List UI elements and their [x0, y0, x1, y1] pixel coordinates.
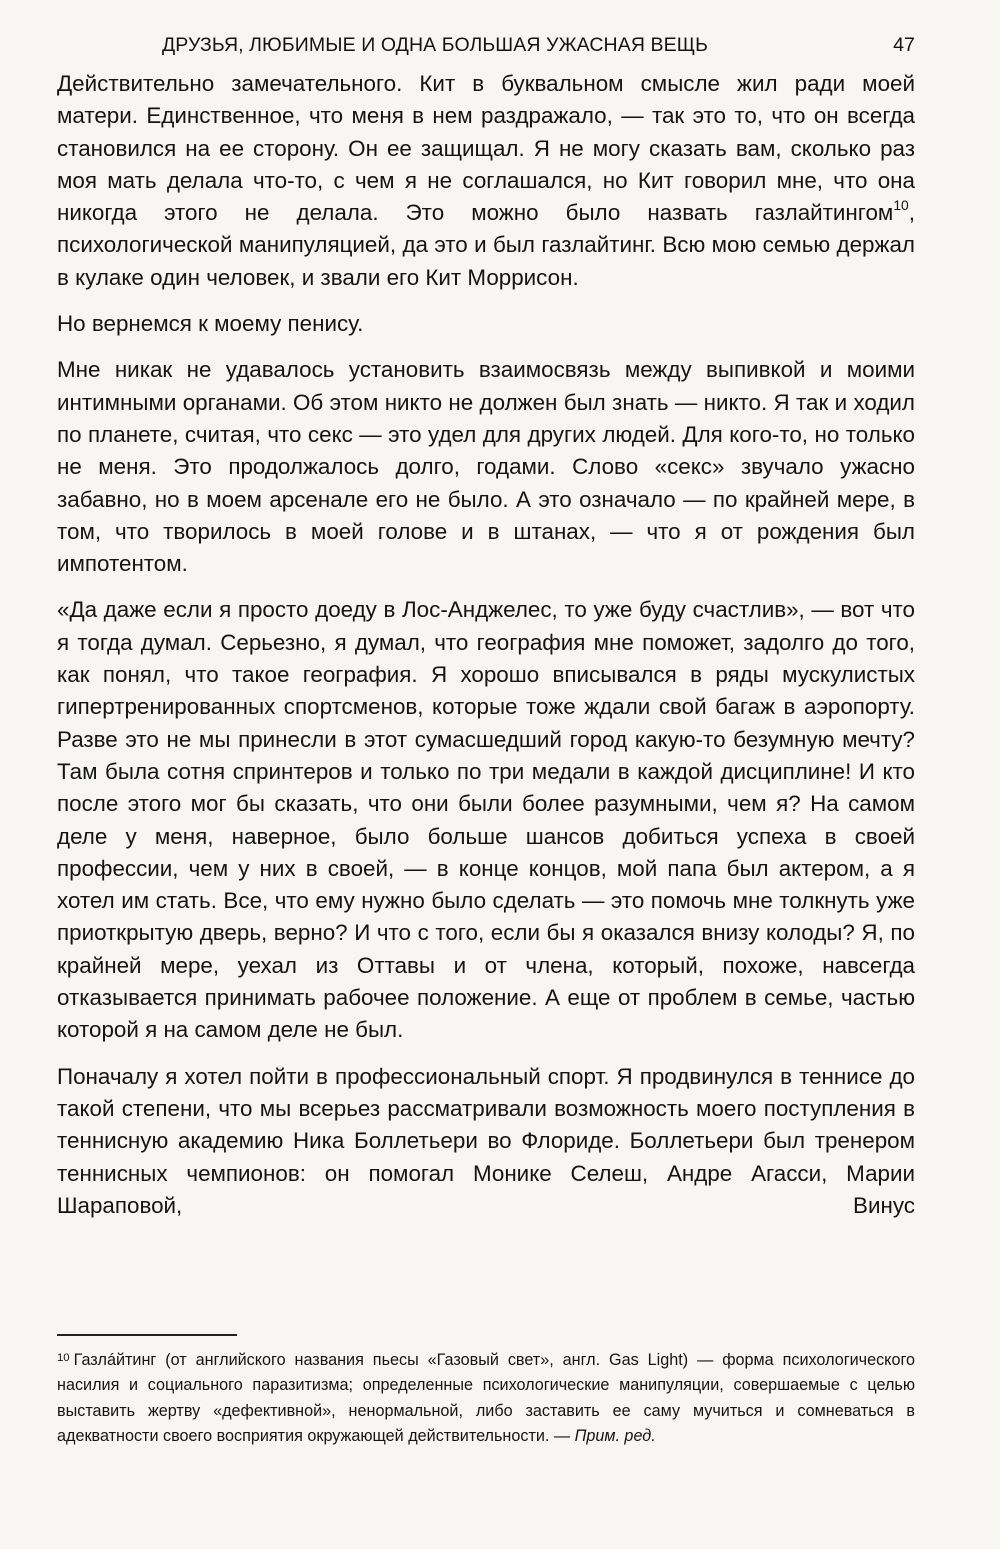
footnote-reference: 10 [893, 197, 909, 214]
page-number: 47 [893, 34, 915, 56]
footnote-text: Газлáйтинг (от английского названия пьесы «Газовый свет», англ. Gas Light) — форма психологического насилия и социального паразитизма; определенные психологические манипуляции, совершаемые с целью выставить жертву «дефективной», ненормальной, либо заставить ее саму мучиться и сомневаться в адекватности своего восприятия окружающей действительности. — [57, 1350, 915, 1446]
running-title: ДРУЗЬЯ, ЛЮБИМЫЕ И ОДНА БОЛЬШАЯ УЖАСНАЯ ВЕЩЬ [162, 34, 709, 56]
footnote-editor-note: Прим. ред. [574, 1427, 656, 1446]
paragraph-1-part-a: Действительно замечательного. Кит в буквальном смысле жил ради моей матери. Единственное, что меня в нем раздражало, — так это то, что он всегда становился на ее сторону. Он ее защищал. Я не могу сказать вам, сколько раз моя мать делала что-то, с чем я не соглашался, но Кит говорил мне, что она никогда этого не делала. Это можно было назвать газлайтингом [57, 71, 915, 226]
running-header [57, 28, 915, 68]
footnote-marker: 10 [57, 1352, 70, 1364]
footnote [57, 1346, 915, 1450]
paragraph-4: «Да даже если я просто доеду в Лос-Анджелес, то уже буду счастлив», — вот что я тогда думал. Серьезно, я думал, что география мне поможет, задолго до того, как понял, что такое география. Я хорошо вписывался в ряды мускулистых гипертренированных спортсменов, которые тоже ждали свой багаж в аэропорту. Разве это не мы принесли в этот сумасшедший город какую-то безумную мечту? Там была сотня спринтеров и только по три медали в каждой дисциплине! И кто после этого мог бы сказать, что они были более разумными, чем я? На самом деле у меня, наверное, было больше шансов добиться успеха в своей профессии, чем у них в своей, — в конце концов, мой папа был актером, а я хотел им стать. Все, что ему нужно было сделать — это помочь мне толкнуть уже приоткрытую дверь, верно? И что с того, если бы я оказался внизу колоды? Я, по крайней мере, уехал из Оттавы и от члена, который, похоже, навсегда отказывается принимать рабочее положение. А еще от проблем в семье, частью которой я на самом деле не был. [57, 597, 915, 1043]
paragraph-5: Поначалу я хотел пойти в профессиональный спорт. Я продвинулся в теннисе до такой степени, что мы всерьез рассматривали возможность моего поступления в теннисную академию Ника Боллетьери во Флориде. Боллетьери был тренером теннисных чемпионов: он помогал Монике Селеш, Андре Агасси, Марии Шараповой, Винус [57, 1063, 915, 1218]
book-page [57, 28, 915, 1446]
body-text [57, 68, 915, 1222]
paragraph-2: Но вернемся к моему пенису. [57, 311, 364, 337]
paragraph-1 [57, 68, 915, 294]
footnote-divider [57, 1334, 237, 1336]
paragraph-3: Мне никак не удавалось установить взаимосвязь между выпивкой и моими интимными органами. Об этом никто не должен был знать — никто. Я так и ходил по планете, считая, что секс — это удел для других людей. Для кого-то, но только не меня. Это продолжалось долго, годами. Слово «секс» звучало ужасно забавно, но в моем арсенале его не было. А это означало — по крайней мере, в том, что творилось в моей голове и в штанах, — что я от рождения был импотентом. [57, 357, 915, 577]
paragraph-1-part-b: , психологической манипуляцией, да это и был газлайтинг. Всю мою семью держал в кулаке один человек, и звали его Кит Моррисон. [57, 200, 915, 290]
